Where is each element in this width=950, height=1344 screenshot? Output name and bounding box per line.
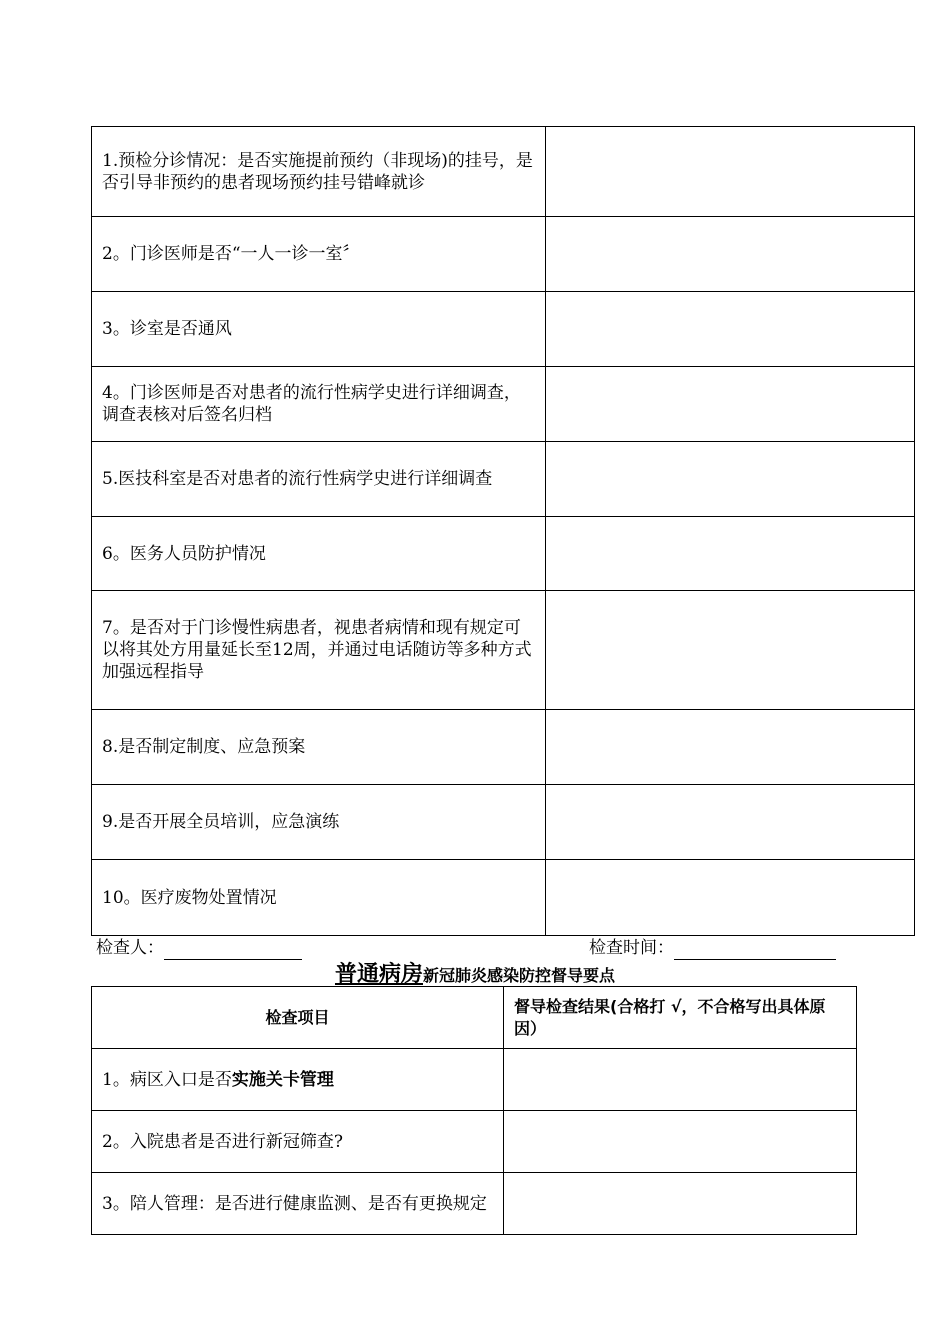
check-item-emphasis: 实施关卡管理: [231, 1069, 334, 1090]
table-row: [92, 127, 915, 217]
check-item-text: 3。陪人管理：是否进行健康监测、是否有更换规定: [102, 1193, 487, 1214]
section-title-subject: 新冠肺炎感染防控督导要点: [423, 966, 616, 985]
table-row: [92, 517, 915, 591]
result-cell[interactable]: [546, 860, 915, 936]
inspector-signature: [96, 936, 302, 960]
result-cell[interactable]: [504, 1173, 857, 1235]
result-cell[interactable]: [546, 517, 915, 591]
result-cell[interactable]: [546, 785, 915, 860]
outpatient-checklist-table: [91, 126, 915, 936]
table-row: [92, 710, 915, 785]
check-item: 6。医务人员防护情况: [92, 517, 546, 591]
check-item: [92, 1173, 504, 1235]
inspection-time-line[interactable]: [674, 941, 836, 960]
table-row: [92, 785, 915, 860]
check-item: [92, 1049, 504, 1111]
check-item: 4。门诊医师是否对患者的流行性病学史进行详细调查，调查表核对后签名归档: [92, 367, 546, 442]
check-item: [92, 1111, 504, 1173]
check-item: 8.是否制定制度、应急预案: [92, 710, 546, 785]
result-cell[interactable]: [504, 1049, 857, 1111]
check-item: 3。诊室是否通风: [92, 292, 546, 367]
table-row: [92, 217, 915, 292]
check-item: 5.医技科室是否对患者的流行性病学史进行详细调查: [92, 442, 546, 517]
result-cell[interactable]: [546, 710, 915, 785]
result-cell[interactable]: [546, 217, 915, 292]
result-cell[interactable]: [546, 127, 915, 217]
table-row: [92, 1173, 857, 1235]
check-item: 1.预检分诊情况：是否实施提前预约（非现场)的挂号，是否引导非预约的患者现场预约挂号错峰就诊: [92, 127, 546, 217]
check-item: 9.是否开展全员培训，应急演练: [92, 785, 546, 860]
result-cell[interactable]: [546, 591, 915, 710]
result-cell[interactable]: [546, 367, 915, 442]
inspection-time: [589, 936, 836, 960]
check-item: 2。门诊医师是否“一人一诊一室〞: [92, 217, 546, 292]
header-result: 督导检查结果(合格打 √，不合格写出具体原因）: [504, 987, 857, 1049]
result-cell[interactable]: [546, 292, 915, 367]
section-title-ward: 普通病房: [334, 961, 423, 987]
check-item-text: 1。病区入口是否: [102, 1069, 232, 1090]
table-row: [92, 1049, 857, 1111]
table-row: [92, 591, 915, 710]
inspector-signature-line[interactable]: [164, 941, 302, 960]
table-header-row: [92, 987, 857, 1049]
check-item: 7。是否对于门诊慢性病患者，视患者病情和现有规定可以将其处方用量延长至12周，并通过电话随访等多种方式加强远程指导: [92, 591, 546, 710]
inspector-label: 检查人：: [96, 938, 164, 958]
table-row: [92, 292, 915, 367]
check-item: 10。医疗废物处置情况: [92, 860, 546, 936]
result-cell[interactable]: [504, 1111, 857, 1173]
inspection-time-label: 检查时间：: [589, 938, 674, 958]
table-row: [92, 367, 915, 442]
ward-checklist-table: [91, 986, 857, 1235]
check-item-text: 2。入院患者是否进行新冠筛查?: [102, 1131, 343, 1152]
table-row: [92, 442, 915, 517]
header-check-item: 检查项目: [92, 987, 504, 1049]
table-row: [92, 860, 915, 936]
result-cell[interactable]: [546, 442, 915, 517]
table-row: [92, 1111, 857, 1173]
